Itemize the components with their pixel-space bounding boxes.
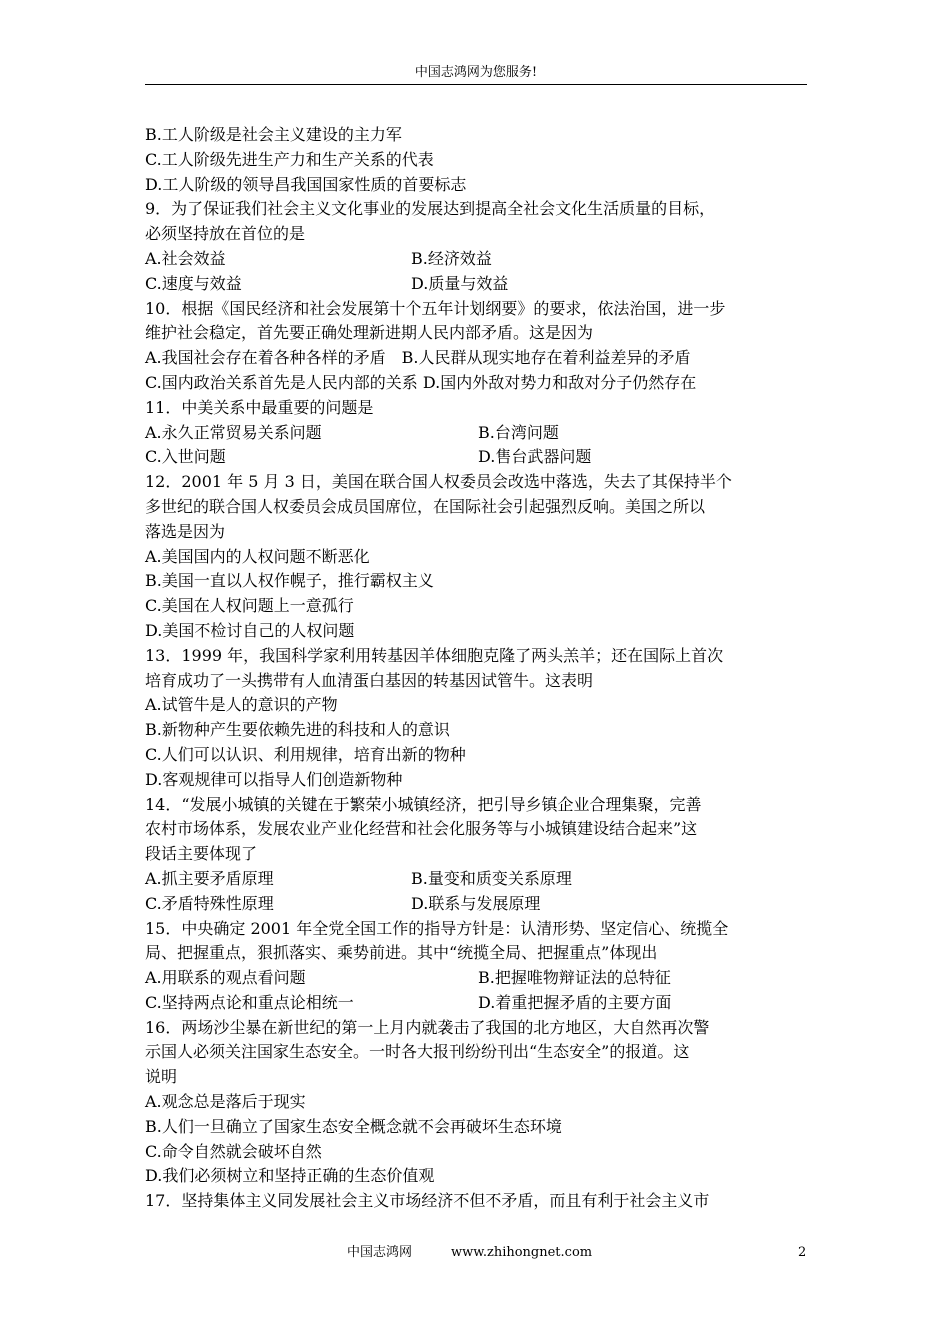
text-line: D.工人阶级的领导昌我国国家性质的首要标志 [145,174,467,194]
option: B.经济效益 [411,248,492,268]
page-header: 中国志鸿网为您服务! [414,65,538,80]
options-row [145,966,815,991]
text-line: 多世纪的联合国人权委员会成员国席位，在国际社会引起强烈反响。美国之所以 [145,496,706,516]
option: B.把握唯物辩证法的总特征 [478,968,671,988]
page-number: 2 [798,1245,807,1260]
option: A.用联系的观点看问题 [145,968,306,988]
question-13: 13．1999 年，我国科学家利用转基因羊体细胞克隆了两头羔羊；还在国际上首次 [145,645,724,665]
question-9: 9．为了保证我们社会主义文化事业的发展达到提高全社会文化生活质量的目标， [145,199,716,219]
option: D.质量与效益 [411,273,509,293]
question-11: 11．中美关系中最重要的问题是 [145,397,374,417]
question-17: 17．坚持集体主义同发展社会主义市场经济不但不矛盾，而且有利于社会主义市 [145,1191,710,1211]
question-10: 10．根据《国民经济和社会发展第十个五年计划纲要》的要求，依法治国，进一步 [145,298,726,318]
question-15: 15．中央确定 2001 年全党全国工作的指导方针是：认清形势、坚定信心、统揽全 [145,918,729,938]
option: B.人们一旦确立了国家生态安全概念就不会再破坏生态环境 [145,1116,562,1136]
question-12: 12．2001 年 5 月 3 日，美国在联合国人权委员会改选中落选，失去了其保持半个 [145,472,732,492]
option: B.新物种产生要依赖先进的科技和人的意识 [145,720,450,740]
option: B.量变和质变关系原理 [411,868,572,888]
option: D.我们必须树立和坚持正确的生态价值观 [145,1166,435,1186]
options-row [145,247,815,272]
option: B.美国一直以人权作幌子，推行霸权主义 [145,571,434,591]
text-line: 段话主要体现了 [145,844,258,864]
option: C.人们可以认识、利用规律，培育出新的物种 [145,744,466,764]
options-row [145,445,815,470]
options-row [145,892,815,917]
option: A.我国社会存在着各种各样的矛盾 B.人民群从现实地存在着利益差异的矛盾 [145,348,691,368]
option: C.命令自然就会破坏自然 [145,1141,322,1161]
option: A.社会效益 [145,248,226,268]
text-line: 农村市场体系，发展农业产业化经营和社会化服务等与小城镇建设结合起来”这 [145,819,698,839]
option: B.台湾问题 [478,422,559,442]
option: D.联系与发展原理 [411,893,541,913]
footer-url: www.zhihongnet.com [451,1245,593,1260]
option: D.客观规律可以指导人们创造新物种 [145,769,403,789]
option: C.国内政治关系首先是人民内部的关系 D.国内外敌对势力和敌对分子仍然存在 [145,372,697,392]
option: A.永久正常贸易关系问题 [145,422,322,442]
text-line: B.工人阶级是社会主义建设的主力军 [145,125,402,144]
header-rule [145,84,807,85]
option: C.矛盾特殊性原理 [145,893,274,913]
text-line: 落选是因为 [145,521,226,541]
text-line: 示国人必须关注国家生态安全。一时各大报刊纷纷刊出“生态安全”的报道。这 [145,1042,690,1062]
question-16: 16．两场沙尘暴在新世纪的第一上月内就袭击了我国的北方地区，大自然再次警 [145,1017,710,1037]
document-body [145,123,815,1214]
option: A.试管牛是人的意识的产物 [145,695,338,715]
option: A.观念总是落后于现实 [145,1092,306,1112]
option: C.美国在人权问题上一意孤行 [145,596,354,616]
option: D.售台武器问题 [478,447,592,467]
option: A.抓主要矛盾原理 [145,868,274,888]
text-line: C.工人阶级先进生产力和生产关系的代表 [145,149,434,169]
option: C.入世问题 [145,447,226,467]
text-line: 培育成功了一头携带有人血清蛋白基因的转基因试管牛。这表明 [145,670,594,690]
options-row [145,272,815,297]
option: D.着重把握矛盾的主要方面 [478,992,672,1012]
text-line: 维护社会稳定，首先要正确处理新进期人民内部矛盾。这是因为 [145,323,594,343]
footer-site-name: 中国志鸿网 [347,1245,413,1260]
options-row [145,421,815,446]
options-row [145,867,815,892]
option: C.速度与效益 [145,273,242,293]
option: C.坚持两点论和重点论相统一 [145,992,354,1012]
text-line: 说明 [145,1067,178,1087]
question-14: 14．“发展小城镇的关键在于繁荣小城镇经济，把引导乡镇企业合理集聚，完善 [145,794,702,814]
option: D.美国不检讨自己的人权问题 [145,620,355,640]
text-line: 必须坚持放在首位的是 [145,224,306,244]
option: A.美国国内的人权问题不断恶化 [145,546,370,566]
text-line: 局、把握重点，狠抓落实、乘势前进。其中“统揽全局、把握重点”体现出 [145,943,658,963]
options-row [145,991,815,1016]
